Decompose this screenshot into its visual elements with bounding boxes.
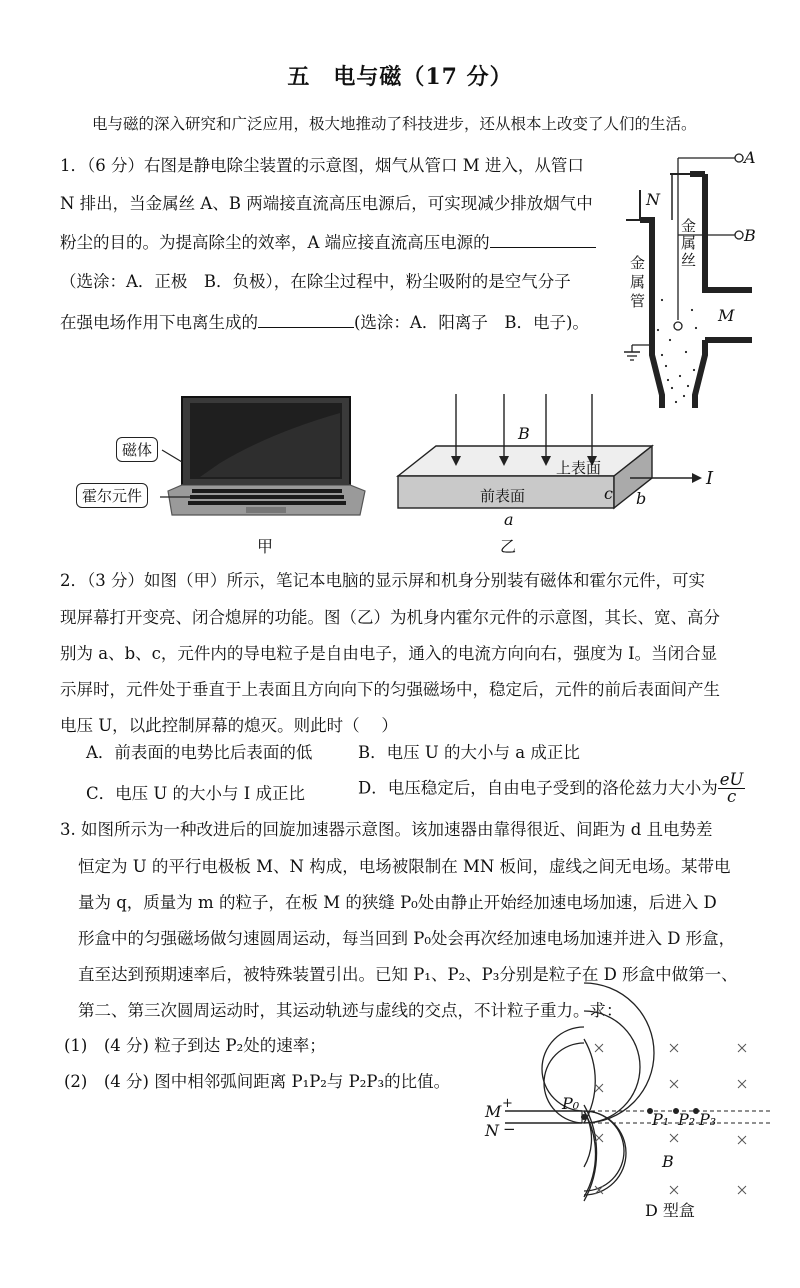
q2-line1: 2．（3 分）如图（甲）所示，笔记本电脑的显示屏和机身分别装有磁体和霍尔元件，可实 [60, 571, 705, 590]
fig1-label-tube: 金属管 [630, 254, 646, 310]
caption-yi: 乙 [500, 537, 517, 556]
q3-sub2: (2) (4 分) 图中相邻弧间距离 P₁P₂与 P₂P₃的比值。 [64, 1072, 451, 1091]
q2-option-d-text: D．电压稳定后，自由电子受到的洛伦兹力大小为 [358, 778, 718, 798]
hall-label-c: c [604, 484, 613, 503]
hall-label-b: b [636, 489, 647, 508]
fraction-denominator: c [726, 787, 737, 806]
cyc-label-P2: P₂ [678, 1110, 696, 1129]
q1-line4: （选涂：A．正极 B．负极），在除尘过程中，粉尘吸附的是空气分子 [60, 272, 571, 291]
q2-option-a[interactable]: A．前表面的电势比后表面的低 [86, 743, 313, 762]
q1-line5b: (选涂：A．阳离子 B．电子)。 [354, 313, 589, 332]
q3-line6: 第二、第三次圆周运动时，其运动轨迹与虚线的交点，不计粒子重力。求： [78, 1001, 623, 1020]
caption-jia: 甲 [257, 537, 274, 556]
q3-sub1: (1) (4 分) 粒子到达 P₂处的速率； [64, 1036, 326, 1055]
cyc-label-P3: P₃ [699, 1110, 717, 1129]
q3-line1: 3. 如图所示为一种改进后的回旋加速器示意图。该加速器由靠得很近、间距为 d 且电势差 [60, 820, 713, 839]
q3-line5: 直至达到预期速率后，被特殊装置引出。已知 P₁、P₂、P₃分别是粒子在 D 形盒中做第一、 [78, 965, 738, 984]
fig1-label-wire: 金属丝 [681, 217, 697, 269]
q3-line4: 形盒中的匀强磁场做匀速圆周运动，每当回到 P₀处会再次经加速电场加速并进入 D 形盒， [78, 929, 736, 948]
q1-line5a: 在强电场作用下电离生成的 [60, 313, 258, 332]
section-title: 五 电与磁（17 分） [287, 64, 513, 90]
q3-line2: 恒定为 U 的平行电极板 M、N 构成，电场被限制在 MN 板间，虚线之间无电场。某带电 [78, 857, 731, 876]
q1-line1: 1．（6 分）右图是静电除尘装置的示意图，烟气从管口 M 进入，从管口 [60, 156, 584, 175]
caption-d-box: D 型盒 [645, 1201, 695, 1220]
hall-label-front: 前表面 [480, 487, 526, 505]
cyc-label-N: N [485, 1121, 499, 1140]
q2-fraction [718, 772, 746, 805]
q2-line5: 电压 U，以此控制屏幕的熄灭。则此时（ ） [60, 716, 398, 735]
cyc-label-plus: + [502, 1096, 513, 1111]
hall-label-top: 上表面 [556, 459, 602, 477]
cyclotron-diagram [480, 1030, 780, 1210]
q2-line4: 示屏时，元件处于垂直于上表面且方向向下的匀强磁场中，稳定后，元件的前后表面间产生 [60, 680, 720, 699]
cyc-label-minus: − [503, 1120, 516, 1138]
q2-option-b[interactable]: B．电压 U 的大小与 a 成正比 [358, 743, 580, 762]
q2-line3: 别为 a、b、c，元件内的导电粒子是自由电子，通入的电流方向向右，强度为 I。当闭合显 [60, 644, 718, 663]
cyc-label-B: B [662, 1152, 674, 1171]
q2-option-d[interactable] [358, 772, 745, 805]
hall-label-B: B [518, 424, 530, 443]
fig1-label-M: M [718, 306, 735, 325]
q3-line3: 量为 q，质量为 m 的粒子，在板 M 的狭缝 P₀处由静止开始经加速电场加速，后进入 D [78, 893, 717, 912]
fig1-label-B: B [744, 226, 756, 245]
cyc-label-P0: P₀ [562, 1094, 580, 1113]
hall-label-I: I [706, 468, 714, 489]
q2-option-c[interactable]: C．电压 U 的大小与 I 成正比 [86, 784, 306, 803]
cyc-label-M: M [485, 1102, 502, 1121]
cyc-label-P1: P₁ [652, 1110, 670, 1129]
fig1-label-A: A [744, 148, 756, 167]
label-magnet: 磁体 [116, 437, 158, 462]
label-hall-element: 霍尔元件 [76, 483, 148, 508]
fraction-numerator: eU [719, 770, 744, 789]
q1-line2: N 排出，当金属丝 A、B 两端接直流高压电源后，可实现减少排放烟气中 [60, 194, 593, 213]
q1-line3-text: 粉尘的目的。为提高除尘的效率，A 端应接直流高压电源的 [60, 233, 490, 252]
hall-element-diagram [380, 390, 720, 530]
hall-label-a: a [504, 510, 514, 529]
q2-line2: 现屏幕打开变亮、闭合熄屏的功能。图（乙）为机身内霍尔元件的示意图，其长、宽、高分 [60, 608, 720, 627]
section-intro: 电与磁的深入研究和广泛应用，极大地推动了科技进步，还从根本上改变了人们的生活。 [92, 115, 697, 133]
fig1-label-N: N [646, 190, 660, 209]
